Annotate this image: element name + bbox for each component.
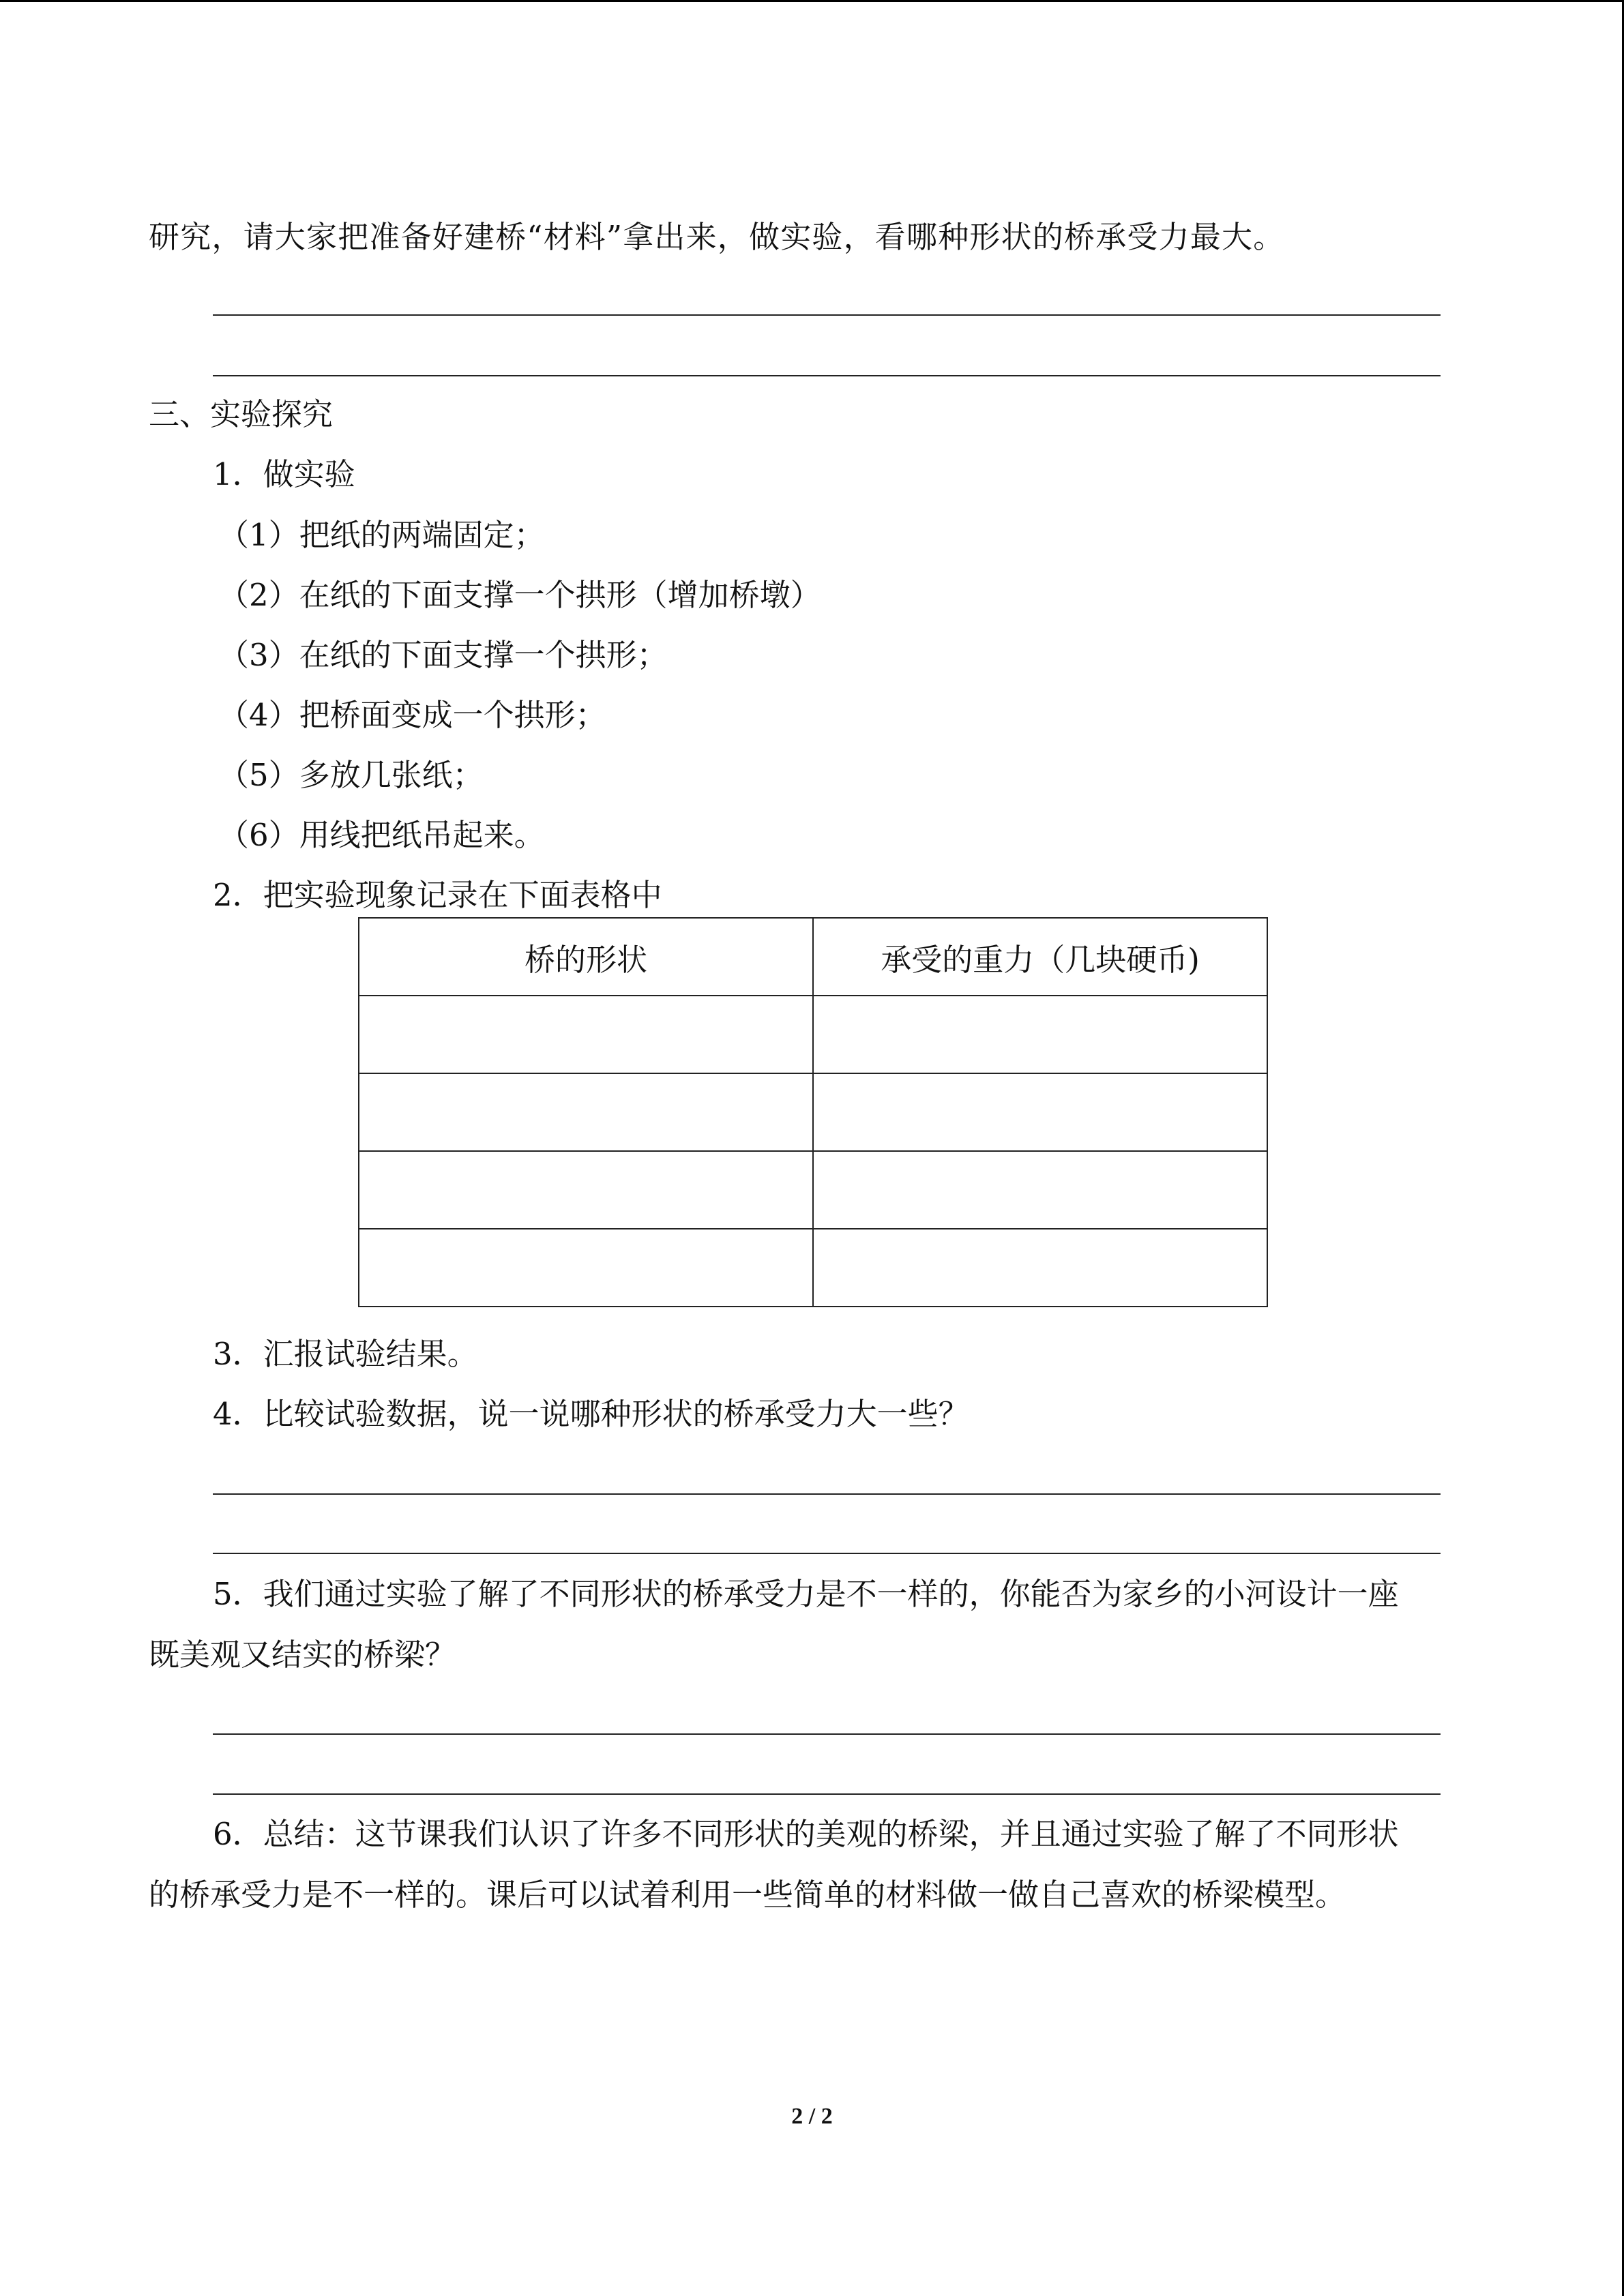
table-cell[interactable] [359,1229,813,1307]
table-row [359,996,1267,1073]
step-4-text: 4．比较试验数据，说一说哪种形状的桥承受力大一些？ [213,1396,969,1432]
table-row [359,1073,1267,1151]
answer-line [213,314,1441,316]
table-cell[interactable] [359,1073,813,1151]
table-cell[interactable] [813,1073,1267,1151]
table-cell[interactable] [813,996,1267,1073]
section-title: 三、实验探究 [149,396,334,432]
step-2-label: 2．把实验现象记录在下面表格中 [213,877,662,913]
table-row [359,1151,1267,1229]
step-3-text: 3．汇报试验结果。 [213,1336,478,1372]
step-1-label: 1．做实验 [213,456,355,492]
answer-line [213,375,1441,376]
table-header-cell: 桥的形状 [359,918,813,996]
step-1-item: （6）用线把纸吊起来。 [218,817,545,853]
step-1-item: （2）在纸的下面支撑一个拱形（增加桥墩） [218,577,821,613]
answer-line [213,1553,1441,1554]
table-cell[interactable] [359,996,813,1073]
intro-text: 研究，请大家把准备好建桥“材料”拿出来，做实验，看哪种形状的桥承受力最大。 [149,219,1285,255]
table-header-cell: 承受的重力（几块硬币) [813,918,1267,996]
step-1-item: （1）把纸的两端固定； [218,517,545,553]
step-6-text: 6．总结：这节课我们认识了许多不同形状的美观的桥梁，并且通过实验了解了不同形状 [213,1816,1399,1852]
answer-line [213,1493,1441,1495]
table-row [359,1229,1267,1307]
record-table [358,917,1268,1307]
table-cell[interactable] [359,1151,813,1229]
step-5-text: 5．我们通过实验了解了不同形状的桥承受力是不一样的，你能否为家乡的小河设计一座 [213,1576,1399,1612]
page-number: 2 / 2 [791,2104,833,2129]
step-5-text: 既美观又结实的桥梁？ [149,1637,456,1673]
step-1-item: （3）在纸的下面支撑一个拱形； [218,637,668,673]
table-cell[interactable] [813,1151,1267,1229]
table-header-row [359,918,1267,996]
answer-line [213,1793,1441,1795]
step-6-text: 的桥承受力是不一样的。课后可以试着利用一些简单的材料做一做自己喜欢的桥梁模型。 [149,1877,1346,1913]
step-1-item: （5）多放几张纸； [218,757,484,793]
table-cell[interactable] [813,1229,1267,1307]
step-1-item: （4）把桥面变成一个拱形； [218,697,606,733]
answer-line [213,1733,1441,1735]
